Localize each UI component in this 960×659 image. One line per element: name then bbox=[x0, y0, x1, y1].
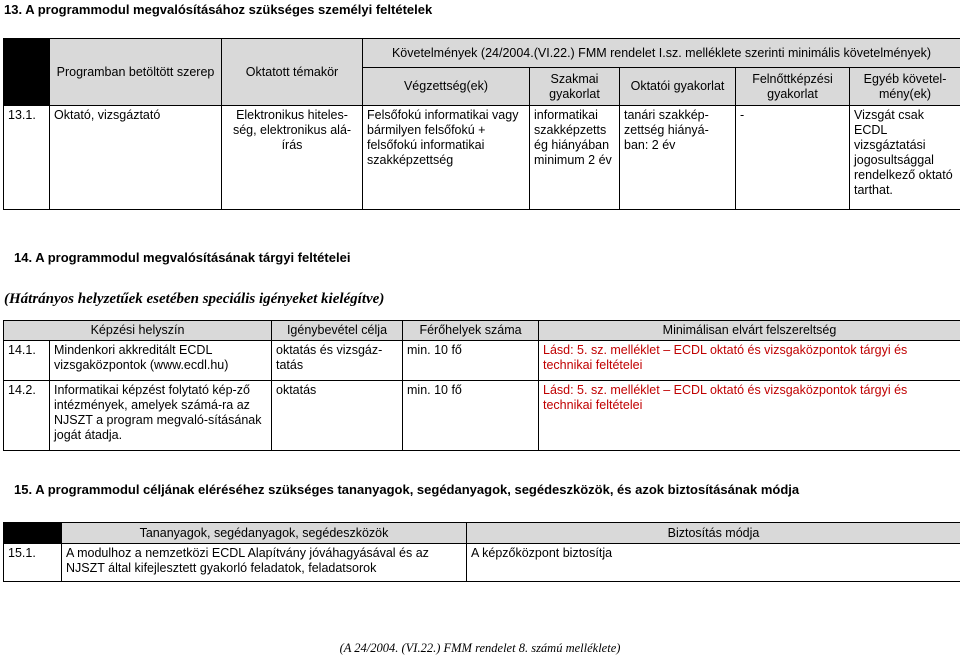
cell-biztositas: A képzőközpont biztosítja bbox=[467, 544, 960, 582]
row-number: 14.2. bbox=[4, 381, 50, 451]
cell-ferohely: min. 10 fő bbox=[403, 381, 539, 451]
cell-vegzettseg: Felsőfokú informatikai vagy bármilyen felsőfokú + felsőfokú informatikai szakképzettség bbox=[363, 106, 530, 210]
cell-celja: oktatás és vizsgáz-tatás bbox=[272, 341, 403, 381]
cell-szakmai: informatikai szakképzetts ég hiányában minimum 2 év bbox=[530, 106, 620, 210]
header-kovetelmenyek: Követelmények (24/2004.(VI.22.) FMM rendelet I.sz. melléklete szerinti minimális követelmények) bbox=[363, 39, 960, 68]
cell-helyszin: Mindenkori akkreditált ECDL vizsgaközpontok (www.ecdl.hu) bbox=[50, 341, 272, 381]
section-14-heading: 14. A programmodul megvalósításának tárgyi feltételei bbox=[14, 250, 351, 265]
header-programban: Programban betöltött szerep bbox=[50, 39, 222, 106]
footer-note: (A 24/2004. (VI.22.) FMM rendelet 8. számú melléklete) bbox=[339, 641, 621, 655]
header-biztositas: Biztosítás módja bbox=[467, 523, 960, 544]
header-celja: Igénybevétel célja bbox=[272, 321, 403, 341]
black-corner-cell bbox=[4, 39, 50, 106]
header-oktatoi: Oktatói gyakorlat bbox=[620, 68, 736, 106]
header-helyszin: Képzési helyszín bbox=[4, 321, 272, 341]
section-13-heading: 13. A programmodul megvalósításához szükséges személyi feltételek bbox=[4, 2, 433, 17]
cell-felnott: - bbox=[736, 106, 850, 210]
cell-tananyag: A modulhoz a nemzetközi ECDL Alapítvány jóváhagyásával és az NJSZT által kifejlesztett gyakorló feladatok, feladatsorok bbox=[62, 544, 467, 582]
cell-szerep: Oktató, vizsgáztató bbox=[50, 106, 222, 210]
cell-temakor: Elektronikus hiteles-ség, elektronikus alá-írás bbox=[222, 106, 363, 210]
cell-ferohely: min. 10 fő bbox=[403, 341, 539, 381]
header-felnott: Felnőttképzési gyakorlat bbox=[736, 68, 850, 106]
section-15-heading: 15. A programmodul céljának eléréséhez szükséges tananyagok, segédanyagok, segédeszközök, és azok biztosításának módja bbox=[14, 482, 800, 497]
black-corner-cell bbox=[4, 523, 62, 544]
section-14-subtitle: (Hátrányos helyzetűek esetében speciális igényeket kielégítve) bbox=[4, 291, 385, 307]
header-ferohely: Férőhelyek száma bbox=[403, 321, 539, 341]
row-number: 14.1. bbox=[4, 341, 50, 381]
cell-helyszin: Informatikai képzést folytató kép-ző intézmények, amelyek számá-ra az NJSZT a program megvaló-sításának jogát átadja. bbox=[50, 381, 272, 451]
row-number: 15.1. bbox=[4, 544, 62, 582]
header-felszereltseg: Minimálisan elvárt felszereltség bbox=[539, 321, 960, 341]
header-egyeb: Egyéb követel-mény(ek) bbox=[850, 68, 960, 106]
header-szakmai: Szakmai gyakorlat bbox=[530, 68, 620, 106]
material-conditions-table bbox=[3, 320, 960, 451]
header-temakor: Oktatott témakör bbox=[222, 39, 363, 106]
cell-felszereltseg: Lásd: 5. sz. melléklet – ECDL oktató és vizsgaközpontok tárgyi és technikai feltételei bbox=[539, 341, 960, 381]
header-tananyag: Tananyagok, segédanyagok, segédeszközök bbox=[62, 523, 467, 544]
cell-oktatoi: tanári szakkép-zettség hiányá-ban: 2 év bbox=[620, 106, 736, 210]
row-number: 13.1. bbox=[4, 106, 50, 210]
cell-egyeb: Vizsgát csak ECDL vizsgáztatási jogosultsággal rendelkező oktató tarthat. bbox=[850, 106, 960, 210]
personnel-requirements-table bbox=[3, 38, 960, 210]
materials-table bbox=[3, 522, 960, 582]
cell-felszereltseg: Lásd: 5. sz. melléklet – ECDL oktató és vizsgaközpontok tárgyi és technikai feltételei bbox=[539, 381, 960, 451]
header-vegzettseg: Végzettség(ek) bbox=[363, 68, 530, 106]
cell-celja: oktatás bbox=[272, 381, 403, 451]
